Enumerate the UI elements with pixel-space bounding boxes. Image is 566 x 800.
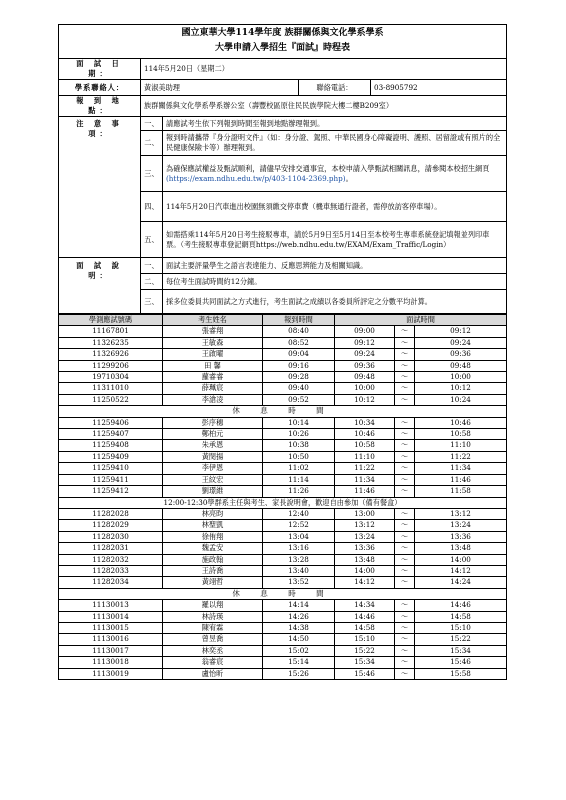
- applicant-name: 施政翰: [163, 554, 263, 565]
- interview-start: 09:00: [335, 326, 395, 337]
- applicant-name: 魏孟安: [163, 543, 263, 554]
- interview-start: 15:22: [335, 645, 395, 656]
- note-number: 一、: [141, 117, 163, 131]
- place-label: 報 到 地 點：: [59, 96, 141, 117]
- document-title-line1: 國立東華大學114學年度 族群關係與文化學系學系: [59, 25, 507, 43]
- interview-end: 15:22: [415, 634, 507, 645]
- applicant-id: 11326235: [59, 337, 163, 348]
- table-row: [59, 657, 507, 668]
- table-row: [59, 645, 507, 656]
- checkin-time: 14:14: [263, 600, 335, 611]
- interview-end: 10:58: [415, 429, 507, 440]
- schedule-group-1: [59, 326, 507, 406]
- applicant-name: 林亮昀: [163, 508, 263, 519]
- desc-number: 一、: [141, 258, 163, 274]
- table-row: [59, 611, 507, 622]
- desc-number: 三、: [141, 290, 163, 314]
- schedule-group-4: [59, 600, 507, 680]
- applicant-name: 王紋宏: [163, 474, 263, 485]
- applicant-name: 劉璟維: [163, 486, 263, 497]
- table-row: [59, 577, 507, 588]
- applicant-name: 田 馨: [163, 360, 263, 371]
- notes-label: 注 意 事 項：: [59, 117, 141, 258]
- place-value: 族群關係與文化學系學系辦公室（壽豐校區原住民民族學院大樓二樓B209室）: [141, 96, 507, 117]
- interview-end: 14:12: [415, 565, 507, 576]
- interview-end: 10:12: [415, 383, 507, 394]
- applicant-name: 陳宥霖: [163, 622, 263, 633]
- interview-sep: ～: [395, 554, 415, 565]
- interview-end: 14:00: [415, 554, 507, 565]
- applicant-id: 11326926: [59, 349, 163, 360]
- schedule-group-3: [59, 508, 507, 588]
- table-row: [59, 634, 507, 645]
- note-text: [163, 156, 507, 192]
- interview-end: 15:10: [415, 622, 507, 633]
- interview-start: 11:10: [335, 451, 395, 462]
- interview-sep: ～: [395, 383, 415, 394]
- applicant-name: 鄭柏元: [163, 429, 263, 440]
- applicant-name: 張睿翔: [163, 326, 263, 337]
- interview-sep: ～: [395, 440, 415, 451]
- table-row: [59, 600, 507, 611]
- applicant-id: 11130015: [59, 622, 163, 633]
- table-row: [59, 349, 507, 360]
- interview-start: 11:46: [335, 486, 395, 497]
- interview-sep: ～: [395, 565, 415, 576]
- interview-end: 09:12: [415, 326, 507, 337]
- applicant-id: 11259406: [59, 417, 163, 428]
- interview-end: 14:46: [415, 600, 507, 611]
- interview-sep: ～: [395, 645, 415, 656]
- applicant-name: 李伊恩: [163, 463, 263, 474]
- table-row: [59, 622, 507, 633]
- applicant-id: 11259407: [59, 429, 163, 440]
- applicant-id: 11130013: [59, 600, 163, 611]
- applicant-name: 曾昱喬: [163, 634, 263, 645]
- interview-start: 09:36: [335, 360, 395, 371]
- interview-start: 14:12: [335, 577, 395, 588]
- interview-end: 11:22: [415, 451, 507, 462]
- interview-end: 09:36: [415, 349, 507, 360]
- header-table: [58, 24, 507, 314]
- interview-end: 11:10: [415, 440, 507, 451]
- interview-start: 14:58: [335, 622, 395, 633]
- applicant-id: 11282028: [59, 508, 163, 519]
- contact-label: 學系聯絡人：: [59, 80, 141, 96]
- admissions-link[interactable]: (https://exam.ndhu.edu.tw/p/403-1104-2369.php): [166, 173, 346, 183]
- interview-start: 10:34: [335, 417, 395, 428]
- applicant-id: 11130017: [59, 645, 163, 656]
- applicant-id: 11299206: [59, 360, 163, 371]
- interview-sep: ～: [395, 417, 415, 428]
- checkin-time: 10:50: [263, 451, 335, 462]
- applicant-name: 林奕丞: [163, 645, 263, 656]
- table-row: [59, 440, 507, 451]
- checkin-time: 13:52: [263, 577, 335, 588]
- interview-end: 09:24: [415, 337, 507, 348]
- interview-sep: ～: [395, 337, 415, 348]
- interview-sep: ～: [395, 429, 415, 440]
- interview-sep: ～: [395, 543, 415, 554]
- interview-sep: ～: [395, 577, 415, 588]
- interview-end: 11:34: [415, 463, 507, 474]
- schedule-table: [58, 314, 507, 680]
- applicant-id: 11259408: [59, 440, 163, 451]
- interview-start: 11:22: [335, 463, 395, 474]
- interview-start: 14:00: [335, 565, 395, 576]
- note-number: 三、: [141, 156, 163, 192]
- interview-end: 11:46: [415, 474, 507, 485]
- interview-end: 09:48: [415, 360, 507, 371]
- checkin-time: 15:26: [263, 668, 335, 679]
- applicant-id: 11282030: [59, 531, 163, 542]
- interview-end: 10:46: [415, 417, 507, 428]
- interview-start: 13:48: [335, 554, 395, 565]
- interview-start: 10:00: [335, 383, 395, 394]
- applicant-id: 11130019: [59, 668, 163, 679]
- applicant-name: 王啟曜: [163, 349, 263, 360]
- applicant-id: 11282034: [59, 577, 163, 588]
- interview-start: 14:34: [335, 600, 395, 611]
- applicant-id: 11259411: [59, 474, 163, 485]
- applicant-id: 11130016: [59, 634, 163, 645]
- applicant-name: 蘿睿睿: [163, 372, 263, 383]
- date-value: 114年5月20日（星期二）: [141, 59, 507, 80]
- interview-sep: ～: [395, 360, 415, 371]
- desc-text: 面試主要評量學生之語言表達能力、反應思辨能力及相關知識。: [163, 258, 507, 274]
- interview-sep: ～: [395, 463, 415, 474]
- checkin-time: 14:26: [263, 611, 335, 622]
- note-number: 四、: [141, 192, 163, 222]
- interview-start: 10:46: [335, 429, 395, 440]
- interview-start: 10:58: [335, 440, 395, 451]
- checkin-time: 13:16: [263, 543, 335, 554]
- table-row: [59, 474, 507, 485]
- interview-end: 13:36: [415, 531, 507, 542]
- schedule-group-2: [59, 417, 507, 497]
- document-title-line2: 大學申請入學招生『面試』時程表: [59, 42, 507, 59]
- applicant-id: 19710304: [59, 372, 163, 383]
- applicant-name: 徐侑翔: [163, 531, 263, 542]
- interview-sep: ～: [395, 349, 415, 360]
- checkin-time: 12:40: [263, 508, 335, 519]
- note-number: 二、: [141, 131, 163, 156]
- checkin-time: 13:28: [263, 554, 335, 565]
- interview-start: 14:46: [335, 611, 395, 622]
- note-text: 報到時請攜帶『身分證明文件』（如：身分證、駕照、中華民國身心障礙證明、護照、居留證或有照片的全民健康保險卡等）辦理報到。: [163, 131, 507, 156]
- applicant-id: 11282029: [59, 520, 163, 531]
- applicant-id: 11282033: [59, 565, 163, 576]
- checkin-time: 11:02: [263, 463, 335, 474]
- checkin-time: 09:04: [263, 349, 335, 360]
- note-text-main: 為確保應試權益及甄試順利，請儘早安排交通事宜，本校申請入學甄試相關訊息，請參閱本校招生網頁: [166, 163, 490, 173]
- applicant-id: 11259412: [59, 486, 163, 497]
- applicant-name: 李滄凌: [163, 394, 263, 405]
- table-row: [59, 463, 507, 474]
- interview-sep: ～: [395, 634, 415, 645]
- interview-end: 13:48: [415, 543, 507, 554]
- table-row: [59, 543, 507, 554]
- table-row: [59, 360, 507, 371]
- applicant-id: 11282031: [59, 543, 163, 554]
- table-row: [59, 383, 507, 394]
- checkin-time: 08:40: [263, 326, 335, 337]
- interview-end: 10:00: [415, 372, 507, 383]
- checkin-time: 10:38: [263, 440, 335, 451]
- interview-end: 14:24: [415, 577, 507, 588]
- interview-sep: ～: [395, 520, 415, 531]
- date-label: 面 試 日 期：: [59, 59, 141, 80]
- interview-sep: ～: [395, 451, 415, 462]
- col-header-name: 考生姓名: [163, 315, 263, 326]
- note-number: 五、: [141, 222, 163, 258]
- applicant-name: 王敏森: [163, 337, 263, 348]
- applicant-name: 王詩喬: [163, 565, 263, 576]
- checkin-time: 09:28: [263, 372, 335, 383]
- applicant-id: 11167801: [59, 326, 163, 337]
- checkin-time: 10:26: [263, 429, 335, 440]
- applicant-name: 翁睿宸: [163, 657, 263, 668]
- interview-end: 11:58: [415, 486, 507, 497]
- break-row: 休 息 時 間: [59, 406, 507, 417]
- interview-start: 13:00: [335, 508, 395, 519]
- table-row: [59, 565, 507, 576]
- table-row: [59, 326, 507, 337]
- col-header-id: 學測應試號碼: [59, 315, 163, 326]
- interview-sep: ～: [395, 372, 415, 383]
- interview-start: 10:12: [335, 394, 395, 405]
- interview-sep: ～: [395, 657, 415, 668]
- lunch-session-row: 12:00-12:30學群系主任與考生、家長說明會，歡迎自由參加（備有餐盒）: [59, 497, 507, 508]
- applicant-name: 黃翊哲: [163, 577, 263, 588]
- interview-sep: ～: [395, 326, 415, 337]
- table-row: [59, 668, 507, 679]
- interview-start: 09:24: [335, 349, 395, 360]
- table-row: [59, 554, 507, 565]
- checkin-time: 14:38: [263, 622, 335, 633]
- checkin-time: 11:26: [263, 486, 335, 497]
- note-text: 114年5月20日汽車進出校園無須繳交停車費（機車無通行證者，需停放訪客停車場）。: [163, 192, 507, 222]
- interview-start: 15:46: [335, 668, 395, 679]
- table-row: [59, 337, 507, 348]
- applicant-name: 彭序穗: [163, 417, 263, 428]
- phone-value: 03-8905792: [371, 80, 507, 96]
- checkin-time: 13:04: [263, 531, 335, 542]
- contact-value: 黃淑美助理: [141, 80, 299, 96]
- desc-number: 二、: [141, 274, 163, 290]
- interview-sep: ～: [395, 611, 415, 622]
- interview-start: 13:24: [335, 531, 395, 542]
- table-row: [59, 531, 507, 542]
- checkin-time: 09:40: [263, 383, 335, 394]
- table-row: [59, 394, 507, 405]
- table-row: [59, 372, 507, 383]
- interview-sep: ～: [395, 622, 415, 633]
- interview-sep: ～: [395, 474, 415, 485]
- interview-start: 11:34: [335, 474, 395, 485]
- note-text: 如需搭乘114年5月20日考生接駁專車，請於5月9日至5月14日至本校考生專車系統登記填報並列印車票。（考生接駁專車登記網頁https://web.ndhu.edu.tw/EXAM/Exam_Traffic/Login）: [163, 222, 507, 258]
- col-header-interview: 面試時間: [335, 315, 507, 326]
- table-row: [59, 486, 507, 497]
- interview-end: 13:12: [415, 508, 507, 519]
- checkin-time: 09:16: [263, 360, 335, 371]
- applicant-name: 林詩瑛: [163, 611, 263, 622]
- schedule-document: [58, 24, 506, 680]
- applicant-id: 11259409: [59, 451, 163, 462]
- interview-end: 15:46: [415, 657, 507, 668]
- desc-label: 面 試 說 明：: [59, 258, 141, 314]
- interview-start: 09:48: [335, 372, 395, 383]
- break-row: 休 息 時 間: [59, 588, 507, 599]
- table-row: [59, 417, 507, 428]
- phone-label: 聯絡電話：: [299, 80, 371, 96]
- applicant-name: 黃閔揚: [163, 451, 263, 462]
- interview-start: 13:12: [335, 520, 395, 531]
- applicant-id: 11250522: [59, 394, 163, 405]
- applicant-id: 11130014: [59, 611, 163, 622]
- interview-end: 14:58: [415, 611, 507, 622]
- applicant-name: 薛珮宸: [163, 383, 263, 394]
- applicant-name: 羅以翔: [163, 600, 263, 611]
- interview-start: 15:10: [335, 634, 395, 645]
- note-text-tail: 。: [345, 173, 353, 183]
- applicant-id: 11311010: [59, 383, 163, 394]
- interview-end: 15:58: [415, 668, 507, 679]
- table-row: [59, 429, 507, 440]
- applicant-name: 盧怡昕: [163, 668, 263, 679]
- applicant-name: 朱承恩: [163, 440, 263, 451]
- interview-end: 15:34: [415, 645, 507, 656]
- checkin-time: 09:52: [263, 394, 335, 405]
- applicant-name: 林聖凱: [163, 520, 263, 531]
- checkin-time: 14:50: [263, 634, 335, 645]
- interview-sep: ～: [395, 668, 415, 679]
- table-row: [59, 451, 507, 462]
- interview-sep: ～: [395, 508, 415, 519]
- col-header-checkin: 報到時間: [263, 315, 335, 326]
- table-row: [59, 520, 507, 531]
- interview-start: 09:12: [335, 337, 395, 348]
- note-text: 請應試考生依下列報到時間至報到地點辦理報到。: [163, 117, 507, 131]
- checkin-time: 15:14: [263, 657, 335, 668]
- interview-sep: ～: [395, 600, 415, 611]
- interview-sep: ～: [395, 531, 415, 542]
- table-row: [59, 508, 507, 519]
- interview-start: 15:34: [335, 657, 395, 668]
- applicant-id: 11259410: [59, 463, 163, 474]
- interview-start: 13:36: [335, 543, 395, 554]
- checkin-time: 10:14: [263, 417, 335, 428]
- desc-text: 採多位委員共同面試之方式進行，考生面試之成績以各委員所評定之分數平均計算。: [163, 290, 507, 314]
- desc-text: 每位考生面試時間約12分鐘。: [163, 274, 507, 290]
- interview-end: 10:24: [415, 394, 507, 405]
- checkin-time: 15:02: [263, 645, 335, 656]
- checkin-time: 11:14: [263, 474, 335, 485]
- checkin-time: 08:52: [263, 337, 335, 348]
- interview-end: 13:24: [415, 520, 507, 531]
- applicant-id: 11130018: [59, 657, 163, 668]
- interview-sep: ～: [395, 394, 415, 405]
- interview-sep: ～: [395, 486, 415, 497]
- checkin-time: 12:52: [263, 520, 335, 531]
- checkin-time: 13:40: [263, 565, 335, 576]
- applicant-id: 11282032: [59, 554, 163, 565]
